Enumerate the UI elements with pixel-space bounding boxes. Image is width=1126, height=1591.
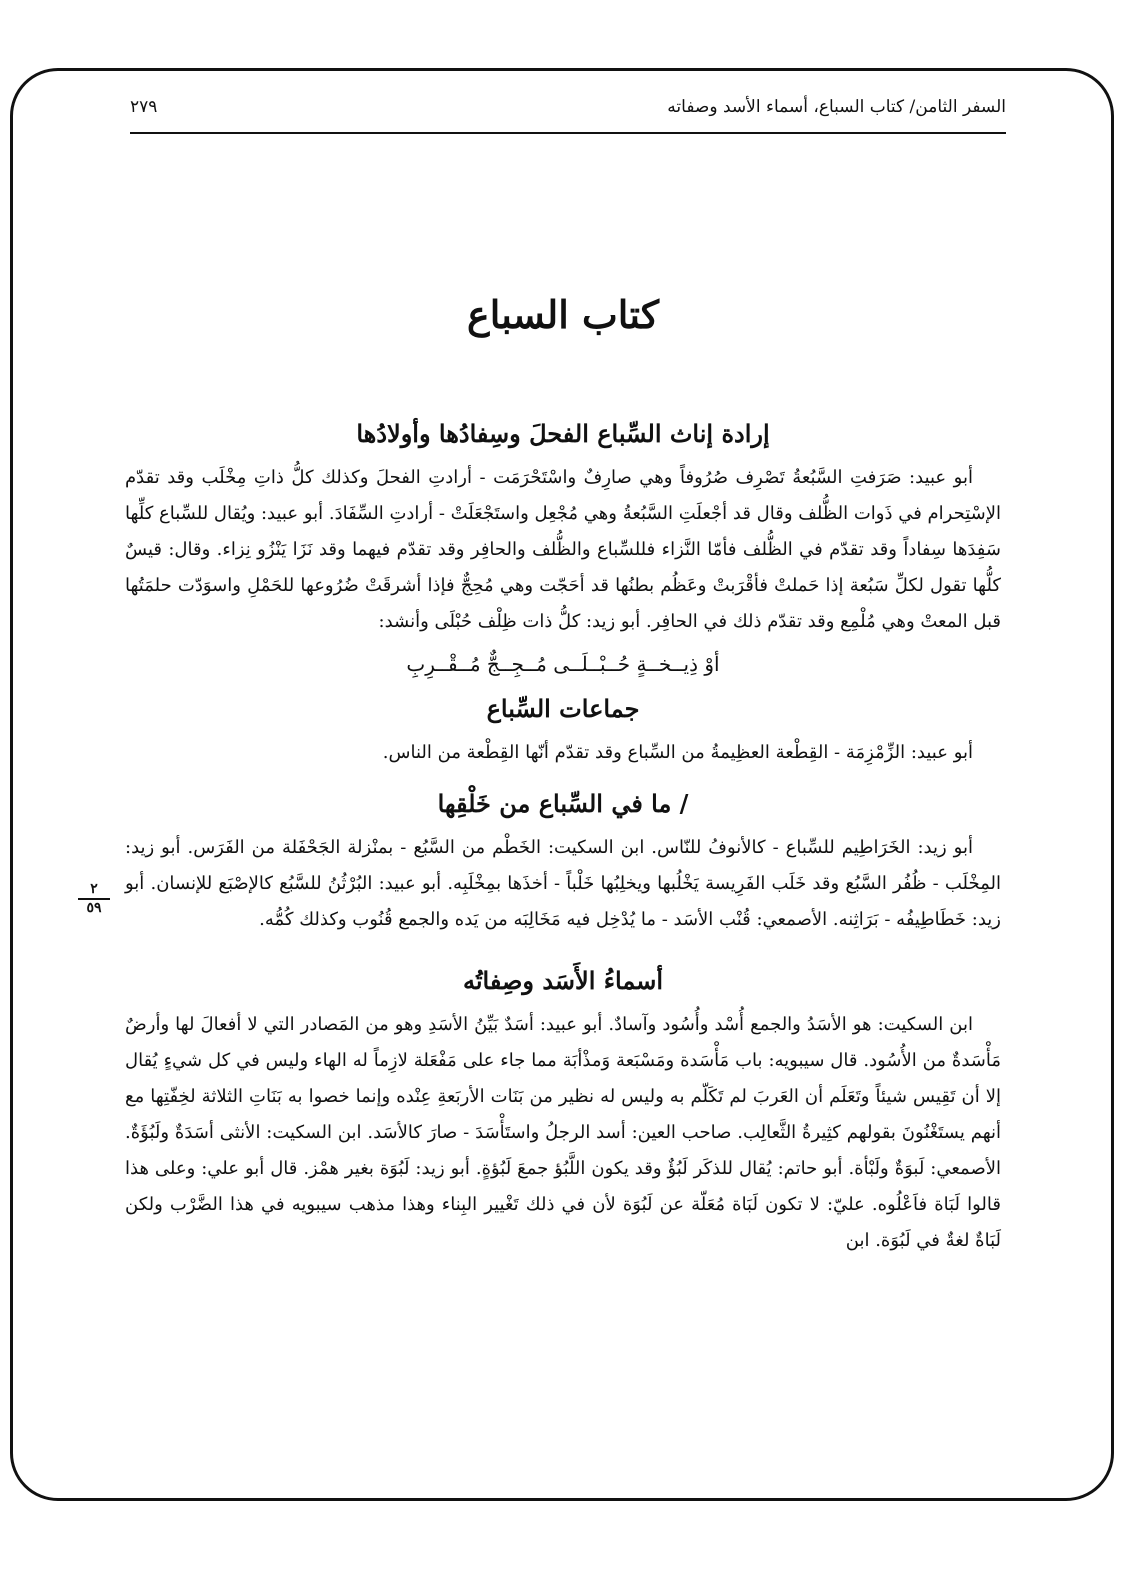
- folio-bottom: ٥٩: [86, 900, 102, 916]
- section-title: / ما في السِّباع من خَلْقِها: [437, 789, 689, 818]
- section-title: أسماءُ الأَسَد وصِفاتُه: [463, 966, 663, 995]
- section-title: إرادة إناث السِّباع الفحلَ وسِفادُها وأولادُها: [356, 419, 770, 448]
- folio-top: ٢: [90, 881, 98, 897]
- running-title: السفر الثامن/ كتاب السباع، أسماء الأسد وصفاته: [667, 97, 1006, 117]
- section-paragraph: أبو زيد: الخَرَاطِيم للسِّباع - كالأنوفُ للنّاس. ابن السكيت: الخَطْم من السَّبُع - بمنْزلة الجَحْفَلة من الفَرَس. أبو زيد: المِخْلَب - ظُفُر السَّبُع وقد خَلَب الفَرِيسة يَخْلُبها ويخلِبُها خَلْباً - أخذَها بمِخْلَبِه. أبو عبيد: البُرْثُنُ للسَّبُع كالإصْبَع للإنسان. أبو زيد: خَطَاطِيفُه - بَرَاثِنه. الأصمعي: قُنْب الأسَد - ما يُدْخِل فيه مَخَالِبَه من يَده والجمع قُنُوب وكذلك كُمُّه.: [125, 837, 1001, 930]
- header-rule: [130, 132, 1006, 134]
- manuscript-folio-note: [78, 883, 110, 915]
- section-paragraph: أبو عبيد: صَرَفتِ السَّبُعةُ تَصْرِف صُرُوفاً وهي صارِفٌ واسْتَحْرَمَت - أرادتِ الفحلَ وكذلك كلُّ ذاتِ مِخْلَب وقد تقدّم الإسْتِحرام في ذَوات الظُّلف وقال قد أجْعلَتِ السَّبُعةُ وهي مُجْعِل واستَجْعَلَتْ - أرادتِ السِّفَادَ. أبو عبيد: ويُقال للسِّباع كلِّها سَفِدَها سِفاداً وقد تقدّم في الظُّلف فأمّا النَّزاء فللسِّباع والظُّلف والحافِر وقد تقدّم فيهما وقد نَزَا يَنْزُو نِزاء. وقال: قيسٌ كلُّها تقول لكلِّ سَبُعة إذا حَملتْ فأقْرَبتْ وعَظُم بطنُها قد أحَجّت وهي مُحِجٌّ فإذا أشرقَتْ ضُرُوعها للحَمْلِ واسوَدّت حلمَتُها قبل المعتْ وهي مُلْمِع وقد تقدّم ذلك في الحافِر. أبو زيد: كلُّ ذات ظِلْف حُبْلَى وأنشد:: [124, 467, 1001, 632]
- book-title: كتاب السباع: [467, 292, 659, 337]
- section-paragraph: أبو عبيد: الزِّمْزِمَة - القِطْعة العظِيمةُ من السِّباع وقد تقدّم أنّها القِطْعة من الناس.: [382, 742, 973, 763]
- poetry-verse: أوْ ذِيــخــةٍ حُــبْــلَــى مُــجِــجٌّ مُــقْــرِبِ: [406, 652, 720, 676]
- page-body: [125, 140, 1001, 1259]
- running-header: [130, 92, 1006, 122]
- page-number: ٢٧٩: [130, 97, 158, 117]
- section-title: جماعات السِّباع: [486, 694, 640, 723]
- section-paragraph: ابن السكيت: هو الأسَدُ والجمع أُسْد وأُسُود وآسادٌ. أبو عبيد: أسَدٌ بَيِّنُ الأسَدِ وهو من المَصادر التي لا أفعالَ لها وأرضٌ مَأْسَدةٌ من الأُسُود. قال سيبويه: باب مَأْسَدة ومَسْبَعة وَمذْأبَة مما جاء على مَفْعَلة لازِماً له الهاء وليس في كل شيءٍ يُقال إلا أن تَقِيس شيئاً وتَعَلَم أن العَربَ لم تَكَلّم به وليس له نظير من بَنَات الأربَعةِ عِنْده وإنما خصوا به بَنَاتِ الثلاثة لخِفّتِها مع أنهم يستَغْنُونَ بقولهم كثِيرةُ الثَّعالِب. صاحب العين: أسد الرجلُ واستَأْسَدَ - صارَ كالأسَد. ابن السكيت: الأنثى أسَدَةٌ ولَبُؤَةٌ. الأصمعي: لَبوَةٌ ولَبْأة. أبو حاتم: يُقال للذكَر لَبُؤٌ وقد يكون اللَّبُؤ جمعَ لَبُؤةٍ. أبو زيد: لَبُوَة بغير همْز. قال أبو علي: وعلى هذا قالوا لَبَاة فاَعْلُوه. عليّ: لا تكون لَبَاة مُعَلّة عن لَبُوَة لأن في ذلك تَغْيير البِناء وهذا مذهب سيبويه في هذا الضَّرْب ولكن لَبَاةٌ لغةٌ في لَبُوَة. ابن: [125, 1014, 1002, 1251]
